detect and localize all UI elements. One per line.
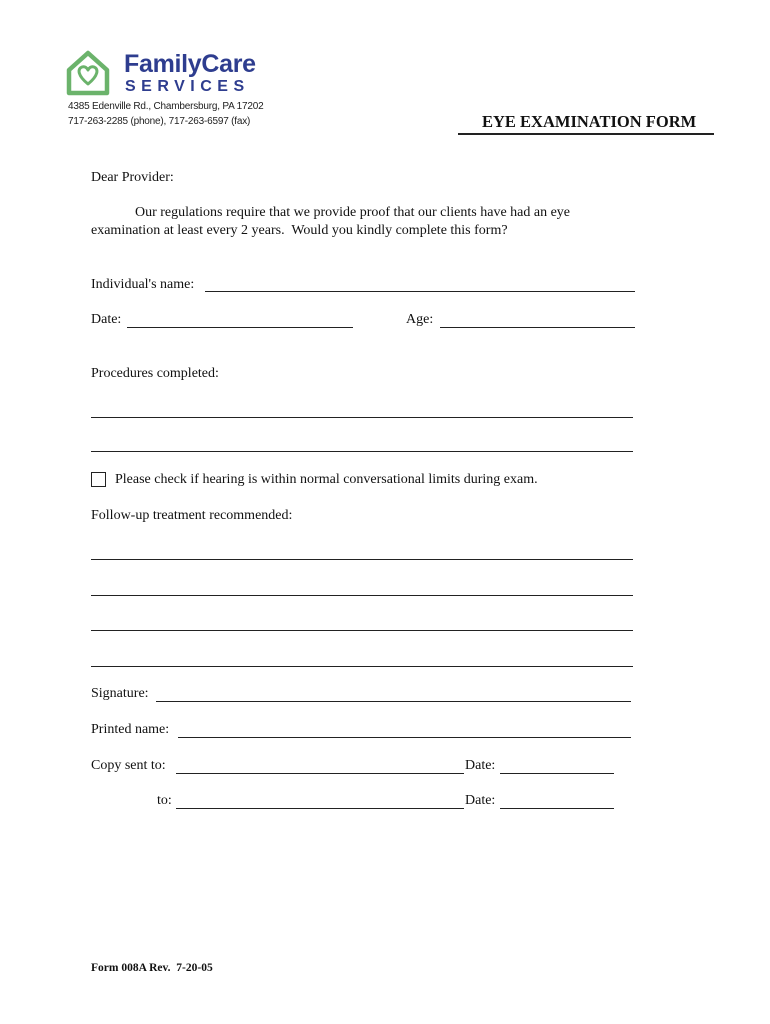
intro-text-line2: examination at least every 2 years. Would you kindly complete this form? xyxy=(91,223,508,238)
printed-name-field[interactable] xyxy=(178,737,631,738)
form-number: Form 008A Rev. 7-20-05 xyxy=(91,962,213,974)
copy-date-field[interactable] xyxy=(500,773,614,774)
salutation: Dear Provider: xyxy=(91,170,174,185)
hearing-checkbox[interactable] xyxy=(91,472,106,487)
date-field[interactable] xyxy=(127,327,353,328)
procedures-line[interactable] xyxy=(91,451,633,452)
title-rule xyxy=(458,133,714,135)
intro-text-line1: Our regulations require that we provide proof that our clients have had an eye xyxy=(135,205,571,220)
followup-line[interactable] xyxy=(91,630,633,631)
contact-line: 717-263-2285 (phone), 717-263-6597 (fax) xyxy=(68,116,251,127)
address-line: 4385 Edenville Rd., Chambersburg, PA 17202 xyxy=(68,101,264,112)
signature-label: Signature: xyxy=(91,686,149,701)
date-label: Date: xyxy=(91,312,122,327)
copy-sent-label: Copy sent to: xyxy=(91,758,166,773)
printed-name-label: Printed name: xyxy=(91,722,170,737)
copy-sent-field[interactable] xyxy=(176,773,464,774)
age-label: Age: xyxy=(406,312,434,327)
form-title: EYE EXAMINATION FORM xyxy=(482,112,697,131)
brand-name: FamilyCare xyxy=(124,50,256,78)
copy-to-field[interactable] xyxy=(176,808,464,809)
procedures-label: Procedures completed: xyxy=(91,366,219,381)
hearing-check-label: Please check if hearing is within normal conversational limits during exam. xyxy=(115,472,538,487)
followup-label: Follow-up treatment recommended: xyxy=(91,508,293,523)
brand-subtitle: SERVICES xyxy=(125,78,250,95)
copy-date-label: Date: xyxy=(465,758,496,773)
individual-name-field[interactable] xyxy=(205,291,635,292)
individual-name-label: Individual's name: xyxy=(91,277,195,292)
followup-line[interactable] xyxy=(91,595,633,596)
copy-to-label: to: xyxy=(157,793,172,808)
copy-date-field[interactable] xyxy=(500,808,614,809)
procedures-line[interactable] xyxy=(91,417,633,418)
signature-field[interactable] xyxy=(156,701,631,702)
house-heart-icon xyxy=(64,48,112,98)
followup-line[interactable] xyxy=(91,666,633,667)
copy-date-label: Date: xyxy=(465,793,496,808)
age-field[interactable] xyxy=(440,327,635,328)
followup-line[interactable] xyxy=(91,559,633,560)
